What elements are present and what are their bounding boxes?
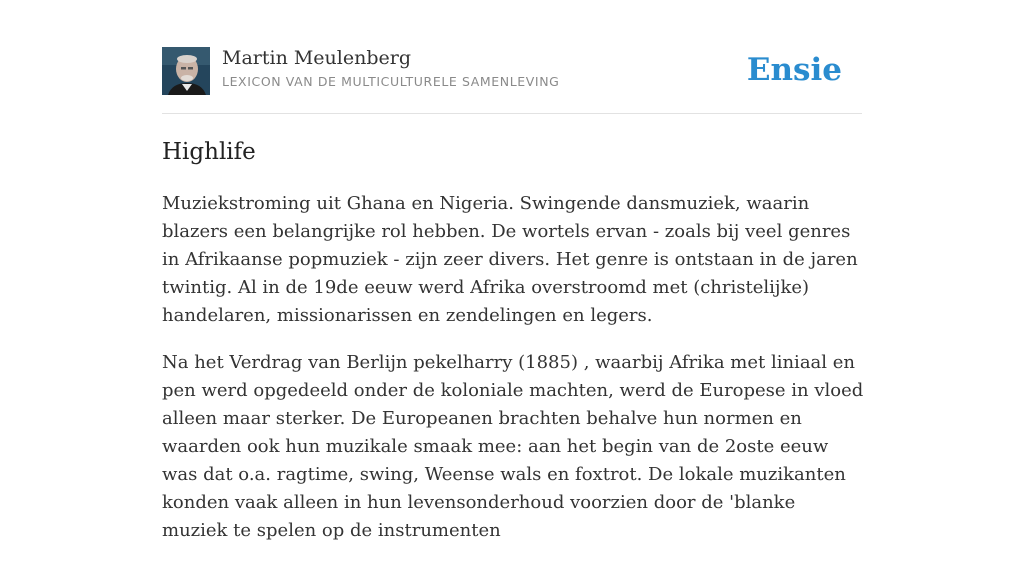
article-container [162, 46, 864, 541]
author-name[interactable]: Martin Meulenberg [222, 47, 411, 69]
paragraph: Muziekstroming uit Ghana en Nigeria. Swingende dansmuziek, waarin blazers een belangrijke rol hebben. De wortels ervan - zoals bij veel genres in Afrikaanse popmuziek - zijn zeer divers. Het genre is ontstaan in de jaren twintig. Al in de 19de eeuw werd Afrika overstroomd met (christelijke) handelaren, missionarissen en zendelingen en legers. [162, 193, 858, 326]
ensie-logo[interactable]: Ensie [746, 52, 842, 88]
avatar[interactable] [162, 47, 210, 95]
article-body [162, 190, 864, 564]
paragraph: Na het Verdrag van Berlijn pekelharry (1885) , waarbij Afrika met liniaal en pen werd opgedeeld onder de koloniale machten, werd de Europese in vloed alleen maar sterker. De Europeanen brachten behalve hun normen en waarden ook hun muzikale smaak mee: aan het begin van de 2oste eeuw was dat o.a. ragtime, swing, Weense wals en foxtrot. De lokale muzikanten konden vaak alleen in hun levensonderhoud voorzien door de 'blanke muziek te spelen op de instrumenten [162, 352, 864, 541]
header-divider [162, 113, 862, 114]
author-photo [162, 47, 210, 95]
article-header [162, 46, 862, 96]
article-title: Highlife [162, 139, 256, 165]
source-lexicon[interactable]: LEXICON VAN DE MULTICULTURELE SAMENLEVING [222, 74, 560, 89]
